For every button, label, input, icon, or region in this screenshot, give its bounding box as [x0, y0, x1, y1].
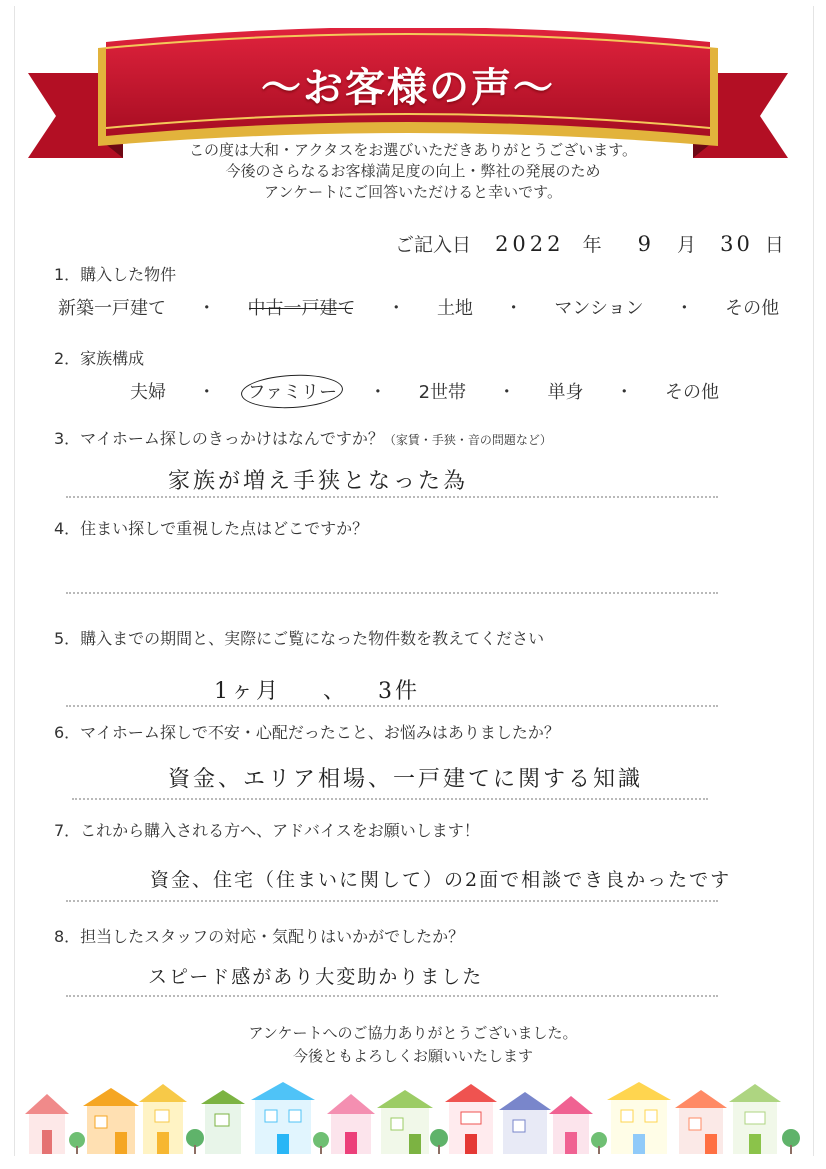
- intro-text: [0, 140, 826, 203]
- q2-option: その他: [664, 382, 719, 403]
- house-icon: [201, 1090, 245, 1154]
- separator: ・: [504, 298, 523, 319]
- closing-line: アンケートへのご協力ありがとうございました。: [248, 1024, 578, 1042]
- question-2: 2．家族構成: [54, 349, 145, 368]
- separator: ・: [615, 382, 634, 403]
- separator: ・: [675, 298, 694, 319]
- house-icon: [25, 1094, 69, 1154]
- date-month: 9: [637, 232, 651, 256]
- house-icon: [607, 1082, 671, 1154]
- answer-5: [214, 674, 420, 705]
- houses-illustration: [15, 1080, 811, 1156]
- q1-option-selected: 中古一戸建て: [247, 294, 355, 320]
- answer-5-count: 3件: [378, 679, 421, 704]
- house-icon: [549, 1096, 593, 1154]
- q2-option: 2世帯: [418, 382, 467, 403]
- q2-option: 夫婦: [130, 382, 166, 403]
- house-icon: [327, 1094, 375, 1154]
- separator: ・: [197, 382, 216, 403]
- page-title: ～お客様の声～: [261, 65, 555, 111]
- date-month-unit: 月: [677, 234, 697, 256]
- date-day-unit: 日: [764, 234, 784, 256]
- date-label: ご記入日: [395, 234, 472, 256]
- separator: ・: [497, 382, 516, 403]
- tree-icon: [313, 1132, 329, 1154]
- q1-option: 土地: [436, 298, 473, 319]
- date-year: 2022: [495, 232, 565, 256]
- entry-date: [395, 230, 784, 257]
- date-day: 30: [720, 232, 753, 256]
- q1-option: その他: [725, 298, 780, 319]
- date-year-unit: 年: [582, 234, 602, 256]
- q1-option: マンション: [554, 298, 644, 319]
- house-icon: [445, 1084, 497, 1154]
- house-icon: [251, 1082, 315, 1154]
- answer-8: スピード感があり大変助かりました: [148, 966, 484, 988]
- q1-options: [58, 294, 779, 320]
- question-5: 5．購入までの期間と、実際にご覧になった物件数を教えてください: [54, 629, 545, 648]
- question-7: 7．これから購入される方へ、アドバイスをお願いします！: [54, 821, 480, 840]
- answer-line: [66, 900, 718, 902]
- q1-option: 新築一戸建て: [58, 298, 166, 319]
- tree-icon: [186, 1129, 204, 1154]
- separator: ・: [197, 298, 216, 319]
- answer-6: 資金、エリア相場、一戸建てに関する知識: [168, 767, 644, 792]
- question-8: 8．担当したスタッフの対応・気配りはいかがでしたか？: [54, 927, 465, 946]
- answer-line: [66, 496, 718, 498]
- q2-options: [130, 378, 719, 404]
- house-icon: [675, 1090, 727, 1154]
- question-3-hint: （家賃・手狭・音の問題など）: [383, 433, 552, 447]
- answer-7: 資金、住宅（住まいに関して）の2面で相談でき良かったです: [150, 869, 732, 891]
- tree-icon: [430, 1129, 448, 1154]
- question-3-label: 3．マイホーム探しのきっかけはなんですか？: [54, 429, 384, 448]
- intro-line: この度は大和・アクタスをお選びいただきありがとうございます。: [188, 141, 638, 159]
- closing-text: [0, 1022, 826, 1068]
- question-3: [54, 426, 552, 449]
- separator: ・: [368, 382, 387, 403]
- q2-option-selected: ファミリー: [247, 378, 337, 404]
- separator: ・: [387, 298, 406, 319]
- tree-icon: [782, 1129, 800, 1154]
- question-1: 1．購入した物件: [54, 265, 177, 284]
- intro-line: 今後のさらなるお客様満足度の向上・弊社の発展のため: [225, 162, 601, 180]
- intro-line: アンケートにご回答いただけると幸いです。: [264, 183, 562, 201]
- house-icon: [377, 1090, 433, 1154]
- answer-line: [66, 705, 718, 707]
- tree-icon: [591, 1132, 607, 1154]
- closing-line: 今後ともよろしくお願いいたします: [292, 1047, 533, 1065]
- answer-line: [66, 592, 718, 594]
- answer-3: 家族が増え手狭となった為: [168, 469, 469, 494]
- answer-5-separator: 、: [323, 679, 349, 704]
- house-icon: [83, 1088, 139, 1154]
- answer-5-period: 1ヶ月: [214, 679, 281, 704]
- house-icon: [139, 1084, 187, 1154]
- tree-icon: [69, 1132, 85, 1154]
- house-icon: [499, 1092, 551, 1154]
- question-4: 4．住まい探しで重視した点はどこですか？: [54, 519, 369, 538]
- question-6: 6．マイホーム探しで不安・心配だったこと、お悩みはありましたか？: [54, 723, 560, 742]
- house-icon: [729, 1084, 781, 1154]
- q2-option: 単身: [547, 382, 584, 403]
- answer-line: [72, 798, 708, 800]
- answer-line: [66, 995, 718, 997]
